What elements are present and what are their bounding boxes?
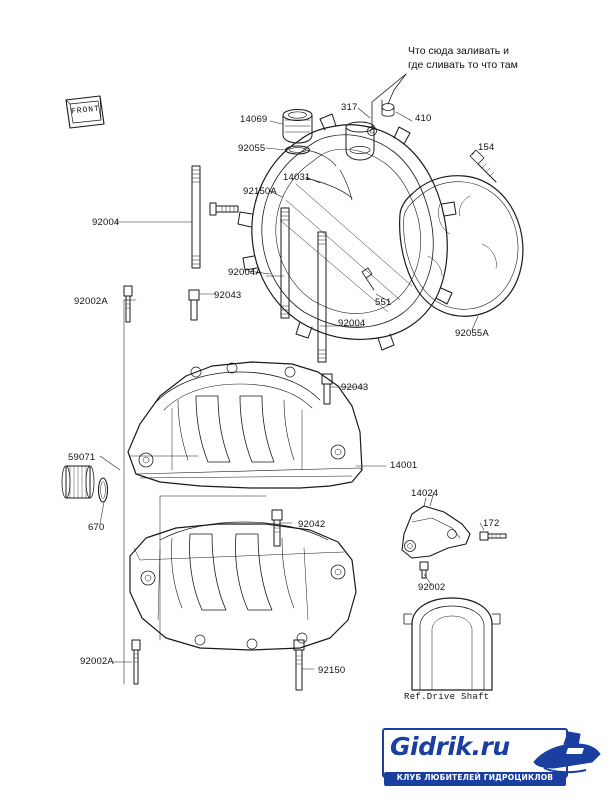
part-label-172: 172 [483,518,500,529]
part-label-670: 670 [88,522,105,533]
part-label-92004-right: 92004 [338,318,366,329]
long-stud-92004-right [318,232,326,362]
leader-lines [100,108,484,684]
part-label-92043-top: 92043 [214,290,242,301]
crankcase-upper-14001 [128,362,362,488]
bolt-92002A-bottom [132,640,140,684]
bolt-92043-top [189,290,199,320]
coupler-59071 [62,466,108,502]
watermark-tagline: КЛУБ ЛЮБИТЕЛЕЙ ГИДРОЦИКЛОВ [396,773,554,782]
part-label-154: 154 [478,142,495,153]
watermark-brand: Gidrik.ru [390,732,510,761]
part-label-92150: 92150 [318,665,346,676]
part-label-92150A: 92150A [243,186,277,197]
watermark-jetski-icon [524,722,604,778]
part-label-92002A-bottom: 92002A [80,656,114,667]
bolt-172 [480,532,506,540]
part-label-92043-mid: 92043 [341,382,369,393]
part-label-14001: 14001 [390,460,418,471]
part-label-92004-left: 92004 [92,217,120,228]
part-label-92042: 92042 [298,519,326,530]
part-label-92002A-top: 92002A [74,296,108,307]
oil-filler-cap-14069 [283,110,336,167]
bolt-92150A [210,203,238,215]
part-label-14031: 14031 [283,172,311,183]
bracket-14024 [402,498,470,558]
part-label-92055: 92055 [238,143,266,154]
annotation-note [408,44,518,72]
bolt-92042 [272,510,282,546]
part-label-14024: 14024 [411,488,439,499]
bolt-92002 [420,562,428,578]
part-label-92002: 92002 [418,582,446,593]
bolt-92002A-top [124,286,132,322]
annotation-note-line1: Что сюда заливать и [408,45,510,57]
drive-shaft-cover [404,598,500,690]
drive-shaft-reference: Ref.Drive Shaft [404,692,490,702]
note-leader-lines [372,74,406,128]
part-label-59071: 59071 [68,452,96,463]
part-label-92055A: 92055A [455,328,489,339]
annotation-note-line2: где сливать то что там [408,59,518,71]
crankcase-lower [130,522,356,650]
front-orientation-label: FRONT [70,104,101,117]
part-label-410: 410 [415,113,432,124]
part-label-14069: 14069 [240,114,268,125]
part-label-317: 317 [341,102,358,113]
site-watermark [382,722,604,788]
part-label-92004A: 92004A [228,267,262,278]
long-stud-92004-left [192,166,200,268]
bolt-551 [362,268,374,290]
engine-cover-outer [238,104,456,351]
part-label-551: 551 [375,297,392,308]
cover-gasket-92055A [400,176,523,317]
